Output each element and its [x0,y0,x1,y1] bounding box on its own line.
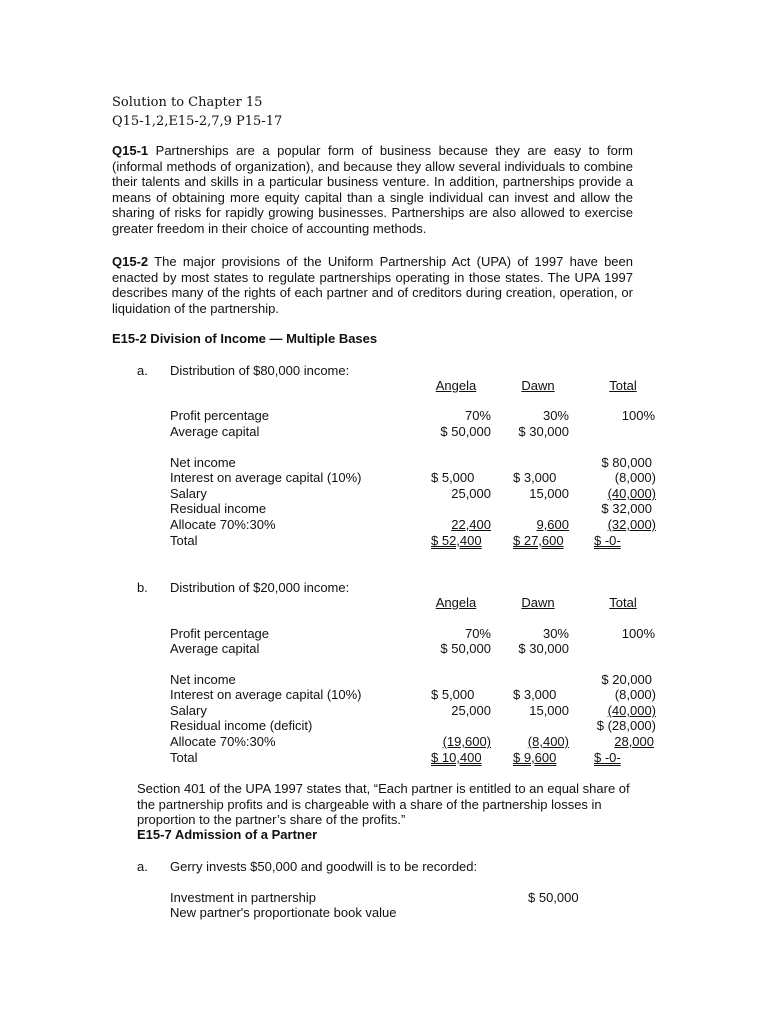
q15-1-paragraph [112,143,633,236]
total-value: (40,000) [607,486,656,501]
q15-2-paragraph [112,254,633,316]
row-label: Interest on average capital (10%) [170,470,362,485]
grand-total: $ -0- [594,533,621,548]
total-value: (32,000) [607,517,656,532]
document-subtitle: Q15-1,2,E15-2,7,9 P15-17 [112,114,283,129]
col-header-dawn: Dawn [521,595,555,610]
part-b-caption: Distribution of $20,000 income: [170,580,350,595]
row-label: New partner's proportionate book value [170,905,397,920]
q15-2-label: Q15-2 [112,254,149,269]
angela-value: 25,000 [451,703,491,718]
total-value: 100% [621,626,655,641]
total-value: (8,000) [614,687,656,702]
row-label: Interest on average capital (10%) [170,687,362,702]
angela-value: 70% [464,626,491,641]
row-label: Total [170,750,198,765]
dawn-total: $ 27,600 [513,533,564,548]
total-value: 28,000 [614,734,654,749]
angela-value: $ 50,000 [440,424,491,439]
part-a-caption: Distribution of $80,000 income: [170,363,350,378]
dawn-value: $ 30,000 [518,641,569,656]
total-value: $ 32,000 [601,501,652,516]
angela-value: 22,400 [451,517,491,532]
total-value: $ 20,000 [601,672,652,687]
dawn-value: 30% [542,408,569,423]
angela-value: $ 5,000 [431,687,475,702]
dawn-value: 9,600 [536,517,569,532]
q15-2-text: The major provisions of the Uniform Partnership Act (UPA) of 1997 have been enacted by most states to regulate partnerships operating in those states. The UPA 1997 describes many of the rights of each partner and of creditors during creation, operation, or liquidation of the partnership. [112,254,633,316]
dawn-value: 15,000 [529,486,569,501]
row-label: Allocate 70%:30% [170,734,276,749]
row-label: Profit percentage [170,408,270,423]
row-label: Salary [170,486,207,501]
angela-total: $ 10,400 [431,750,482,765]
part-b-letter: b. [137,580,148,595]
row-label: Average capital [170,641,260,656]
dawn-value: 15,000 [529,703,569,718]
row-label: Net income [170,455,236,470]
dawn-value: $ 3,000 [513,687,557,702]
row-label: Salary [170,703,207,718]
col-header-angela: Angela [435,595,477,610]
row-label: Profit percentage [170,626,270,641]
total-value: (40,000) [607,703,656,718]
row-label: Net income [170,672,236,687]
total-value: $ (28,000) [596,718,656,733]
row-label: Average capital [170,424,260,439]
investment-value: $ 50,000 [528,890,579,905]
e15-7-part-a-letter: a. [137,859,148,874]
dawn-total: $ 9,600 [513,750,557,765]
angela-value: 25,000 [451,486,491,501]
q15-1-text: Partnerships are a popular form of business because they are easy to form (informal methods of organization), and because they allow several individuals to combine their talents and skills in a particular business venture. In addition, partnerships provide a means of obtaining more equity capital than a single individual can invest and allow the sharing of risks for rapidly growing businesses. Partnerships are also allowed to exercise greater freedom in their choice of accounting methods. [112,143,633,236]
e15-2-title: E15-2 Division of Income — Multiple Bases [112,331,378,346]
e15-7-title: E15-7 Admission of a Partner [137,827,318,842]
row-label: Investment in partnership [170,890,316,905]
row-label: Residual income [170,501,267,516]
part-a-letter: a. [137,363,148,378]
col-header-dawn: Dawn [521,378,555,393]
row-label: Allocate 70%:30% [170,517,276,532]
angela-total: $ 52,400 [431,533,482,548]
total-value: 100% [621,408,655,423]
dawn-value: $ 30,000 [518,424,569,439]
document-title: Solution to Chapter 15 [112,95,263,110]
col-header-total: Total [609,595,637,610]
col-header-total: Total [609,378,637,393]
angela-value: $ 5,000 [431,470,475,485]
q15-1-label: Q15-1 [112,143,149,158]
row-label: Residual income (deficit) [170,718,313,733]
total-value: $ 80,000 [601,455,652,470]
upa-note: Section 401 of the UPA 1997 states that, “Each partner is entitled to an equal share of the partnership profits and is chargeable with a share of the partnership losses in proportion to the partner’s share of the profits.” [137,781,630,827]
dawn-value: 30% [542,626,569,641]
total-value: (8,000) [614,470,656,485]
col-header-angela: Angela [435,378,477,393]
angela-value: 70% [464,408,491,423]
grand-total: $ -0- [594,750,621,765]
dawn-value: $ 3,000 [513,470,557,485]
angela-value: (19,600) [442,734,491,749]
angela-value: $ 50,000 [440,641,491,656]
e15-7-part-a-caption: Gerry invests $50,000 and goodwill is to be recorded: [170,859,478,874]
dawn-value: (8,400) [527,734,569,749]
row-label: Total [170,533,198,548]
